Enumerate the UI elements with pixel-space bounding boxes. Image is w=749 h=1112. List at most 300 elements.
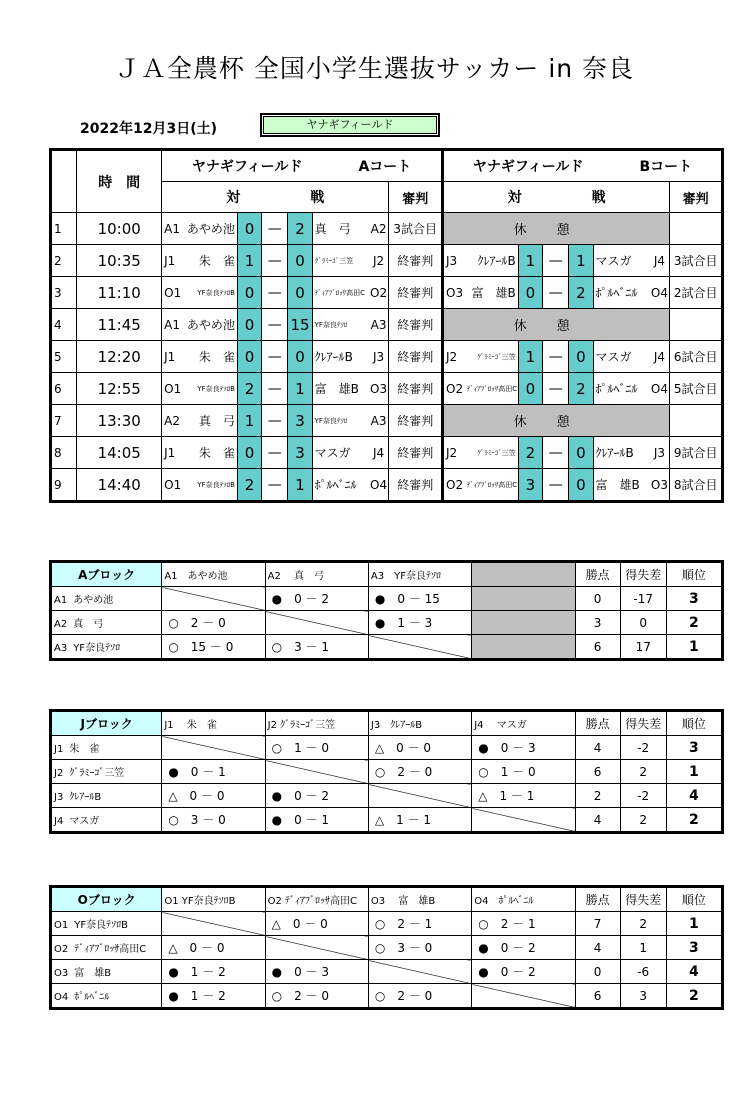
team1-code: A2 [162, 405, 184, 437]
team-name: 真 弓 [73, 619, 104, 630]
rank-cell: 2 [666, 984, 722, 1009]
points-cell: 0 [575, 587, 620, 611]
result-cell: ● 0 － 3 [265, 960, 368, 984]
schedule-row [51, 245, 723, 277]
score-dash: — [262, 341, 288, 373]
opponent-header: J1 朱 雀 [162, 711, 265, 736]
team1-code: O1 [162, 373, 184, 405]
team2-name: ｸﾚｱｰﾙB [312, 341, 369, 373]
team2-code: J4 [369, 437, 389, 469]
team1-name: 富 雄B [465, 277, 519, 309]
rank-cell: 1 [666, 635, 722, 660]
result-cell: ○ 15 － 0 [162, 635, 265, 660]
team-name: ﾃﾞｨｱﾌﾞﾛｯｻ高田C [74, 944, 147, 955]
ref-cell: 3試合目 [389, 213, 443, 245]
team2-name: ﾎﾟﾙﾍﾞﾆﾙ [312, 469, 369, 502]
gd-header: 得失差 [620, 562, 666, 587]
block-team-row [51, 587, 723, 611]
score2: 2 [569, 373, 593, 405]
points-cell: 6 [575, 984, 620, 1009]
points-cell: 2 [575, 784, 620, 808]
team-code: J4 [54, 816, 64, 827]
score1: 0 [237, 277, 261, 309]
score1: 0 [518, 373, 542, 405]
result-cell: ● 1 － 2 [162, 984, 265, 1009]
team1-code: J2 [443, 341, 465, 373]
gd-cell: 2 [620, 808, 666, 833]
match-time: 10:35 [77, 245, 162, 277]
block-team-row [51, 611, 723, 635]
score-dash: — [543, 245, 569, 277]
self-cell [162, 912, 265, 936]
result-cell: △ 1 － 1 [472, 784, 575, 808]
page-title: ＪＡ全農杯 全国小学生選抜サッカー in 奈良 [114, 54, 635, 83]
points-cell: 6 [575, 760, 620, 784]
rank-cell: 3 [666, 936, 722, 960]
score2: 0 [288, 245, 312, 277]
opponent-header: O4 ﾎﾟﾙﾍﾞﾆﾙ [472, 887, 575, 912]
ref-cell: 9試合目 [670, 437, 723, 469]
team2-name: ｸﾞﾗﾐｰｺﾞ三笠 [312, 245, 369, 277]
score2: 2 [288, 213, 312, 245]
court-b-match-header: 対 戦 [443, 182, 670, 213]
opponent-header: J4 マスガ [472, 711, 575, 736]
score2: 0 [569, 341, 593, 373]
match-number: 7 [51, 405, 77, 437]
result-cell: ● 0 － 1 [162, 760, 265, 784]
team1-name: 朱 雀 [184, 437, 238, 469]
self-cell [472, 984, 575, 1009]
team-code: J2 [54, 768, 64, 779]
block-header-row [51, 711, 723, 736]
block-team-row [51, 784, 723, 808]
team2-code: J2 [369, 245, 389, 277]
score-dash: — [262, 373, 288, 405]
team1-name: YF奈良ﾃｿﾛB [184, 469, 238, 502]
team1-name: あやめ池 [184, 213, 238, 245]
points-cell: 7 [575, 912, 620, 936]
result-cell: △ 0 － 0 [368, 736, 471, 760]
ref-cell: 終審判 [389, 277, 443, 309]
score2: 0 [288, 277, 312, 309]
match-time: 10:00 [77, 213, 162, 245]
team1-name: ｸﾚｱｰﾙB [465, 245, 519, 277]
team2-code: J3 [650, 437, 670, 469]
result-cell: ● 1 － 2 [162, 960, 265, 984]
team1-name: YF奈良ﾃｿﾛB [184, 373, 238, 405]
points-header: 勝点 [575, 887, 620, 912]
score-dash: — [543, 277, 569, 309]
score-dash: — [262, 277, 288, 309]
result-cell: ● 0 － 2 [472, 936, 575, 960]
result-cell: ○ 2 － 0 [368, 760, 471, 784]
opponent-header: A2 真 弓 [265, 562, 368, 587]
result-cell: ○ 2 － 0 [265, 984, 368, 1009]
field-label-box [260, 113, 440, 137]
block-header-row [51, 887, 723, 912]
block-team-row [51, 960, 723, 984]
result-cell: ○ 2 － 0 [368, 984, 471, 1009]
time-header: 時 間 [77, 150, 162, 213]
match-date: 2022年12月3日(土) [80, 121, 217, 137]
gd-cell: 2 [620, 760, 666, 784]
team1-code: J1 [162, 437, 184, 469]
score1: 2 [518, 437, 542, 469]
score2: 1 [288, 469, 312, 502]
result-cell: ○ 3 － 0 [368, 936, 471, 960]
result-cell: △ 0 － 0 [265, 912, 368, 936]
match-number: 5 [51, 341, 77, 373]
ref-cell: 8試合目 [670, 469, 723, 502]
team-cell [51, 784, 162, 808]
self-cell [265, 760, 368, 784]
match-time: 11:10 [77, 277, 162, 309]
score1: 1 [237, 405, 261, 437]
opponent-header: O1 YF奈良ﾃｿﾛB [162, 887, 265, 912]
score-dash: — [543, 373, 569, 405]
self-cell [162, 736, 265, 760]
schedule-row [51, 373, 723, 405]
result-cell: ○ 3 － 0 [162, 808, 265, 833]
block-team-row [51, 760, 723, 784]
self-cell [162, 587, 265, 611]
match-number: 8 [51, 437, 77, 469]
score-dash: — [262, 469, 288, 502]
opponent-header: O3 富 雄B [368, 887, 471, 912]
team1-code: O1 [162, 469, 184, 502]
opponent-header: J2 ｸﾞﾗﾐｰｺﾞ三笠 [265, 711, 368, 736]
result-cell: △ 0 － 0 [162, 936, 265, 960]
team2-name: マスガ [593, 245, 650, 277]
team2-name: ﾃﾞｨｱﾌﾞﾛｯｻ高田C [312, 277, 369, 309]
team-name: YF奈良ﾃｿﾛB [74, 920, 128, 931]
schedule-row [51, 277, 723, 309]
result-cell: ○ 2 － 0 [162, 611, 265, 635]
rank-cell: 3 [666, 587, 722, 611]
team-name: マスガ [69, 816, 100, 827]
gd-header: 得失差 [620, 711, 666, 736]
block-team-row [51, 736, 723, 760]
ref-cell: 2試合目 [670, 277, 723, 309]
team-name: 富 雄B [74, 968, 112, 979]
schedule-row [51, 469, 723, 502]
ref-cell: 終審判 [389, 405, 443, 437]
self-cell [368, 635, 471, 660]
team-code: A2 [54, 619, 68, 630]
team1-name: 真 弓 [184, 405, 238, 437]
points-header: 勝点 [575, 562, 620, 587]
schedule-row [51, 341, 723, 373]
team1-code: A1 [162, 309, 184, 341]
rank-cell: 4 [666, 784, 722, 808]
opponent-header: A3 YF奈良ﾃｿﾛ [368, 562, 471, 587]
ref-cell: 3試合目 [670, 245, 723, 277]
score2: 2 [569, 277, 593, 309]
match-time: 12:20 [77, 341, 162, 373]
result-cell: △ 0 － 0 [162, 784, 265, 808]
team1-code: A1 [162, 213, 184, 245]
team1-name: あやめ池 [184, 309, 238, 341]
self-cell [265, 611, 368, 635]
score1: 1 [518, 341, 542, 373]
result-cell: ○ 3 － 1 [265, 635, 368, 660]
match-number: 4 [51, 309, 77, 341]
gd-cell: 0 [620, 611, 666, 635]
team2-name: ﾎﾟﾙﾍﾞﾆﾙ [593, 277, 650, 309]
empty-header [472, 562, 575, 587]
result-cell: ○ 1 － 0 [472, 760, 575, 784]
result-cell: △ 1 － 1 [368, 808, 471, 833]
team1-name: 朱 雀 [184, 245, 238, 277]
rank-header: 順位 [666, 887, 722, 912]
block-name: Oブロック [51, 887, 162, 912]
court-b-ref-header: 審判 [670, 182, 723, 213]
self-cell [265, 936, 368, 960]
ref-cell: 終審判 [389, 437, 443, 469]
score-dash: — [543, 469, 569, 502]
team2-name: ﾎﾟﾙﾍﾞﾆﾙ [593, 373, 650, 405]
gd-cell: 3 [620, 984, 666, 1009]
points-cell: 4 [575, 808, 620, 833]
ref-cell: 5試合目 [670, 373, 723, 405]
points-cell: 3 [575, 611, 620, 635]
team2-code: J4 [650, 341, 670, 373]
team-code: J1 [54, 744, 64, 755]
empty-cell [472, 587, 575, 611]
team-name: ｸﾞﾗﾐｰｺﾞ三笠 [69, 768, 125, 779]
team-name: ﾎﾟﾙﾍﾞﾆﾙ [74, 992, 110, 1003]
rank-cell: 4 [666, 960, 722, 984]
team-name: ｸﾚｱｰﾙB [69, 792, 102, 803]
ref-cell-empty [670, 309, 723, 341]
team-cell [51, 635, 162, 660]
schedule-row [51, 405, 723, 437]
team1-name: ﾃﾞｨｱﾌﾞﾛｯｻ高田C [465, 373, 519, 405]
rank-cell: 1 [666, 760, 722, 784]
team1-name: ﾃﾞｨｱﾌﾞﾛｯｻ高田C [465, 469, 519, 502]
team1-name: ｸﾞﾗﾐｰｺﾞ三笠 [465, 437, 519, 469]
team-code: O3 [54, 968, 69, 979]
gd-cell: -17 [620, 587, 666, 611]
block-team-row [51, 912, 723, 936]
ref-cell-empty [670, 213, 723, 245]
rest-cell: 休憩 [443, 213, 670, 245]
match-number: 1 [51, 213, 77, 245]
rank-cell: 1 [666, 912, 722, 936]
score-dash: — [262, 213, 288, 245]
score-dash: — [543, 341, 569, 373]
team-code: A1 [54, 595, 68, 606]
schedule-row [51, 213, 723, 245]
score1: 0 [518, 277, 542, 309]
score1: 0 [237, 309, 261, 341]
gd-header: 得失差 [620, 887, 666, 912]
score-dash: — [262, 245, 288, 277]
team2-code: A3 [369, 405, 389, 437]
team2-code: J3 [369, 341, 389, 373]
schedule-row [51, 309, 723, 341]
result-cell: ● 0 － 2 [265, 784, 368, 808]
schedule-table [49, 148, 724, 503]
ref-cell: 6試合目 [670, 341, 723, 373]
score2: 0 [569, 469, 593, 502]
team-cell [51, 912, 162, 936]
score1: 2 [237, 469, 261, 502]
score2: 0 [288, 341, 312, 373]
team-cell [51, 960, 162, 984]
team1-code: O1 [162, 277, 184, 309]
match-time: 14:40 [77, 469, 162, 502]
team1-code: J3 [443, 245, 465, 277]
score2: 3 [288, 437, 312, 469]
team2-code: O3 [369, 373, 389, 405]
rank-cell: 2 [666, 808, 722, 833]
result-cell: ● 0 － 1 [265, 808, 368, 833]
ref-cell: 終審判 [389, 469, 443, 502]
result-cell: ● 0 － 15 [368, 587, 471, 611]
match-number: 2 [51, 245, 77, 277]
gd-cell: 1 [620, 936, 666, 960]
block-name: Jブロック [51, 711, 162, 736]
score1: 3 [518, 469, 542, 502]
result-cell: ○ 1 － 0 [265, 736, 368, 760]
team-code: O1 [54, 920, 69, 931]
score1: 1 [518, 245, 542, 277]
team-code: O2 [54, 944, 69, 955]
rank-cell: 2 [666, 611, 722, 635]
ref-cell-empty [670, 405, 723, 437]
gd-cell: -2 [620, 784, 666, 808]
team2-code: A2 [369, 213, 389, 245]
team-cell [51, 611, 162, 635]
score2: 3 [288, 405, 312, 437]
self-cell [368, 784, 471, 808]
team1-name: ｸﾞﾗﾐｰｺﾞ三笠 [465, 341, 519, 373]
team-cell [51, 760, 162, 784]
team-name: あやめ池 [73, 595, 114, 606]
score2: 1 [569, 245, 593, 277]
block-o-table [49, 885, 724, 1010]
points-cell: 6 [575, 635, 620, 660]
court-a-match-header: 対 戦 [162, 182, 389, 213]
team2-name: 真 弓 [312, 213, 369, 245]
block-team-row [51, 635, 723, 660]
score-dash: — [262, 405, 288, 437]
team1-code: J2 [443, 437, 465, 469]
score1: 2 [237, 373, 261, 405]
court-a-ref-header: 審判 [389, 182, 443, 213]
result-cell: ○ 2 － 1 [368, 912, 471, 936]
ref-cell: 終審判 [389, 373, 443, 405]
block-team-row [51, 936, 723, 960]
team2-name: マスガ [312, 437, 369, 469]
team1-name: YF奈良ﾃｿﾛB [184, 277, 238, 309]
match-time: 11:45 [77, 309, 162, 341]
rest-cell: 休憩 [443, 405, 670, 437]
opponent-header: O2 ﾃﾞｨｱﾌﾞﾛｯｻ高田C [265, 887, 368, 912]
team1-code: J1 [162, 245, 184, 277]
self-cell [368, 960, 471, 984]
team1-code: J1 [162, 341, 184, 373]
points-header: 勝点 [575, 711, 620, 736]
court-a-header: ヤナギフィールド Aコート [162, 150, 443, 182]
match-time: 12:55 [77, 373, 162, 405]
block-team-row [51, 808, 723, 833]
result-cell: ○ 2 － 1 [472, 912, 575, 936]
result-cell: ● 1 － 3 [368, 611, 471, 635]
match-time: 13:30 [77, 405, 162, 437]
score2: 15 [288, 309, 312, 341]
score-dash: — [262, 309, 288, 341]
points-cell: 4 [575, 736, 620, 760]
match-number: 3 [51, 277, 77, 309]
team1-code: O2 [443, 373, 465, 405]
score2: 0 [569, 437, 593, 469]
block-name: Aブロック [51, 562, 162, 587]
team2-code: O4 [650, 277, 670, 309]
result-cell: ● 0 － 2 [265, 587, 368, 611]
field-label: ヤナギフィールド [263, 116, 437, 134]
rank-header: 順位 [666, 711, 722, 736]
ref-cell: 終審判 [389, 341, 443, 373]
team2-code: O3 [650, 469, 670, 502]
gd-cell: -6 [620, 960, 666, 984]
rank-header: 順位 [666, 562, 722, 587]
score1: 0 [237, 437, 261, 469]
team2-code: O2 [369, 277, 389, 309]
score-dash: — [262, 437, 288, 469]
team2-name: マスガ [593, 341, 650, 373]
team2-name: 富 雄B [593, 469, 650, 502]
empty-cell [472, 611, 575, 635]
team1-code: O2 [443, 469, 465, 502]
team-cell [51, 808, 162, 833]
score-dash: — [543, 437, 569, 469]
match-number: 9 [51, 469, 77, 502]
self-cell [472, 808, 575, 833]
team-code: A3 [54, 643, 68, 654]
team2-code: O4 [650, 373, 670, 405]
rest-cell: 休憩 [443, 309, 670, 341]
block-header-row [51, 562, 723, 587]
team-code: J3 [54, 792, 64, 803]
gd-cell: -2 [620, 736, 666, 760]
team2-name: YF奈良ﾃｿﾛ [312, 309, 369, 341]
points-cell: 0 [575, 960, 620, 984]
schedule-row [51, 437, 723, 469]
gd-cell: 17 [620, 635, 666, 660]
result-cell: ● 0 － 2 [472, 960, 575, 984]
result-cell: ● 0 － 3 [472, 736, 575, 760]
team-name: 朱 雀 [69, 744, 100, 755]
score1: 0 [237, 341, 261, 373]
team2-code: O4 [369, 469, 389, 502]
team2-name: YF奈良ﾃｿﾛ [312, 405, 369, 437]
points-cell: 4 [575, 936, 620, 960]
match-time: 14:05 [77, 437, 162, 469]
team-cell [51, 936, 162, 960]
match-number: 6 [51, 373, 77, 405]
team2-code: J4 [650, 245, 670, 277]
empty-cell [472, 635, 575, 660]
ref-cell: 終審判 [389, 309, 443, 341]
team2-code: A3 [369, 309, 389, 341]
block-j-table [49, 709, 724, 834]
gd-cell: 2 [620, 912, 666, 936]
block-team-row [51, 984, 723, 1009]
opponent-header: A1 あやめ池 [162, 562, 265, 587]
team-cell [51, 587, 162, 611]
